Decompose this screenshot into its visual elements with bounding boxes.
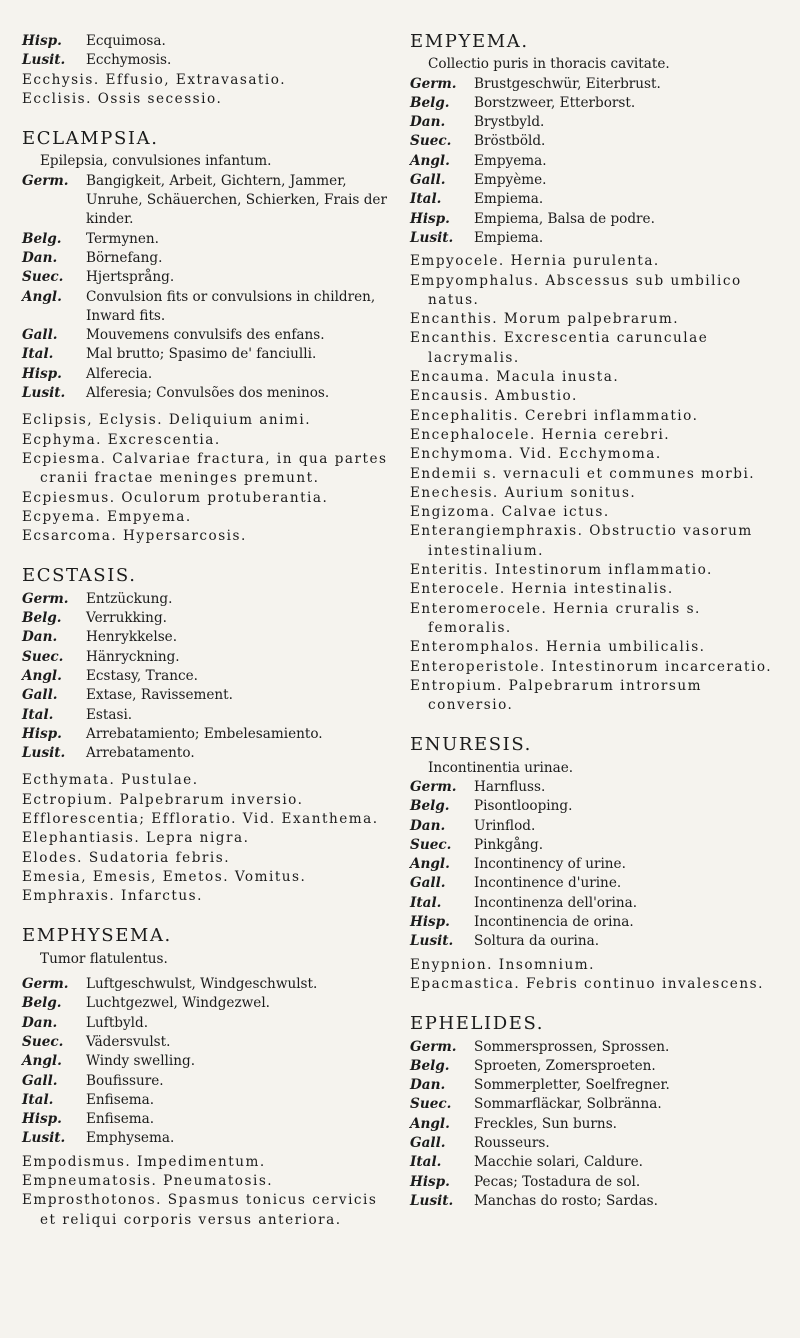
lang-label: Germ. (410, 1038, 457, 1055)
lang-value: Sproeten, Zomersproeten. (474, 1057, 656, 1074)
lang-value: Incontinencia de orina. (474, 914, 634, 931)
lang-label: Belg. (22, 230, 62, 247)
lang-label: Gall. (22, 1072, 58, 1089)
lang-line (22, 172, 390, 230)
lang-value: Alferesia; Convulsões dos meninos. (86, 385, 330, 402)
lang-line (410, 152, 782, 171)
dictionary-entry: Eclipsis, Eclysis. Deliquium animi. (22, 412, 312, 429)
dictionary-entry: Enechesis. Aurium sonitus. (410, 484, 637, 501)
lang-line (22, 686, 390, 705)
ephelides-translations (410, 1038, 782, 1212)
lang-value: Pecas; Tostadura de sol. (474, 1173, 641, 1190)
entry-ecchysis: Ecchysis. Effusio, Extravasatio. (22, 71, 287, 88)
lang-line (22, 1072, 390, 1091)
dictionary-entry: Engizoma. Calvae ictus. (410, 504, 610, 521)
lang-line (22, 268, 390, 287)
lang-value: Boufissure. (86, 1072, 164, 1089)
lang-label: Ital. (410, 1154, 442, 1171)
entries-block-1 (410, 252, 782, 715)
lang-value: Vädersvulst. (86, 1033, 171, 1050)
subheading-eclampsia: Epilepsia, convulsiones infantum. (40, 153, 272, 170)
lang-label: Hisp. (22, 365, 62, 382)
dictionary-entry: Ecpyema. Empyema. (22, 508, 192, 525)
lang-value: Hänryckning. (86, 648, 180, 665)
lang-label: Lusit. (410, 933, 454, 950)
lang-line (22, 32, 390, 51)
lang-value: Luftbyld. (86, 1014, 149, 1031)
lang-line (22, 345, 390, 364)
heading-ecstasis: ECSTASIS. (22, 565, 137, 587)
lang-value: Convulsion fits or convulsions in children, Inward fits. (86, 288, 376, 324)
lang-value: Bröstböld. (474, 133, 546, 150)
lang-line (410, 1153, 782, 1172)
lang-line (22, 590, 390, 609)
dictionary-entry: Epacmastica. Febris continuo invalescens. (410, 975, 764, 992)
dictionary-entry: Emesia, Emesis, Emetos. Vomitus. (22, 868, 307, 885)
lang-value: Borstzweer, Etterborst. (474, 94, 636, 111)
dictionary-entry: Ectropium. Palpebrarum inversio. (22, 791, 304, 808)
lang-line (22, 1110, 390, 1129)
heading-eclampsia: ECLAMPSIA. (22, 128, 159, 150)
lang-line (22, 51, 390, 70)
lang-value: Verrukking. (86, 610, 167, 627)
lang-value: Sommerpletter, Soelfregner. (474, 1077, 670, 1094)
lang-label: Germ. (22, 976, 69, 993)
lang-label: Suec. (410, 836, 452, 853)
subheading-empyema: Collectio puris in thoracis cavitate. (428, 56, 670, 73)
dictionary-entry: Enteromerocele. Hernia cruralis s. femoralis. (410, 600, 701, 636)
dictionary-entry: Enteritis. Intestinorum inflammatio. (410, 562, 713, 579)
lang-value: Empiema. (474, 229, 544, 246)
lang-line (410, 817, 782, 836)
lang-value: Entzückung. (86, 590, 173, 607)
dictionary-entry: Enchymoma. Vid. Ecchymoma. (410, 446, 662, 463)
heading-enuresis: ENURESIS. (410, 734, 533, 756)
lang-label: Hisp. (22, 1111, 62, 1128)
lang-value: Sommarfläckar, Solbränna. (474, 1096, 662, 1113)
lang-value: Arrebatamiento; Embelesamiento. (86, 725, 323, 742)
dictionary-entry: Enteromphalos. Hernia umbilicalis. (410, 639, 706, 656)
lang-line (410, 113, 782, 132)
lang-label: Gall. (410, 875, 446, 892)
lang-label: Suec. (22, 648, 64, 665)
lang-label: Lusit. (410, 229, 454, 246)
lang-label: Angl. (22, 288, 62, 305)
dictionary-entry: Encanthis. Morum palpebrarum. (410, 311, 680, 328)
entry-ecclisis: Ecclisis. Ossis secessio. (22, 90, 223, 107)
lang-label: Germ. (410, 75, 457, 92)
right-column (410, 32, 782, 1211)
lang-line (22, 994, 390, 1013)
lang-label: Angl. (410, 856, 450, 873)
lang-value: Ecchymosis. (86, 52, 172, 69)
lang-value: Ecquimosa. (86, 33, 166, 49)
lang-value: Emphysema. (86, 1130, 175, 1147)
dictionary-entry: Emphraxis. Infarctus. (22, 888, 203, 905)
lang-label: Suec. (22, 269, 64, 286)
lang-line (410, 797, 782, 816)
entries-block-2 (22, 771, 390, 906)
lang-line (410, 132, 782, 151)
lang-line (22, 249, 390, 268)
lang-line (410, 874, 782, 893)
lang-line (22, 1014, 390, 1033)
lang-line (410, 190, 782, 209)
lang-value: Windy swelling. (86, 1053, 196, 1070)
dictionary-entry: Encauma. Macula inusta. (410, 369, 620, 386)
lang-value: Soltura da ourina. (474, 933, 600, 950)
eclampsia-translations (22, 172, 390, 404)
lang-line (410, 94, 782, 113)
dictionary-entry: Ecpiesma. Calvariae fractura, in qua partes cranii fractae meninges premunt. (22, 450, 388, 487)
dictionary-entry: Empyomphalus. Abscessus sub umbilico natus. (410, 272, 742, 308)
lang-line (410, 778, 782, 797)
enuresis-translations (410, 778, 782, 952)
lang-label: Hisp. (410, 210, 450, 227)
lang-line (22, 975, 390, 994)
lang-value: Sommersprossen, Sprossen. (474, 1038, 670, 1055)
empyema-translations (410, 75, 782, 249)
lang-label: Hisp. (22, 33, 62, 49)
lang-line (22, 609, 390, 628)
lang-label: Ital. (22, 346, 54, 363)
lang-label: Hisp. (410, 1173, 450, 1190)
lang-value: Ecstasy, Trance. (86, 667, 198, 684)
lang-line (22, 288, 390, 327)
lang-line (410, 855, 782, 874)
lang-line (410, 836, 782, 855)
lang-value: Hjertsprång. (86, 269, 175, 286)
lang-label: Suec. (410, 133, 452, 150)
dictionary-entry: Endemii s. vernaculi et communes morbi. (410, 465, 756, 482)
dictionary-entry: Enteroperistole. Intestinorum incarceratio. (410, 658, 773, 675)
lang-line (410, 932, 782, 951)
lang-label: Suec. (22, 1033, 64, 1050)
lang-value: Extase, Ravissement. (86, 687, 233, 704)
lang-line (22, 365, 390, 384)
lang-label: Angl. (22, 667, 62, 684)
lang-line (22, 648, 390, 667)
lang-line (22, 706, 390, 725)
lang-label: Hisp. (22, 725, 62, 742)
lang-line (22, 230, 390, 249)
lang-label: Dan. (22, 1014, 58, 1031)
lang-value: Incontinence d'urine. (474, 875, 622, 892)
lang-value: Empiema. (474, 191, 544, 208)
lang-value: Enfisema. (86, 1091, 155, 1108)
lang-label: Dan. (410, 817, 446, 834)
lang-value: Pinkgång. (474, 836, 544, 853)
heading-empyema: EMPYEMA. (410, 31, 529, 52)
lang-label: Angl. (22, 1053, 62, 1070)
dictionary-entry: Entropium. Palpebrarum introrsum conversio. (410, 677, 703, 714)
lang-value: Mal brutto; Spasimo de' fanciulli. (86, 346, 317, 363)
lang-label: Dan. (22, 629, 58, 646)
lang-line (410, 1076, 782, 1095)
lang-value: Brustgeschwür, Eiterbrust. (474, 75, 661, 92)
dictionary-entry: Efflorescentia; Effloratio. Vid. Exanthema. (22, 810, 379, 827)
dictionary-entry: Elodes. Sudatoria febris. (22, 849, 231, 866)
dictionary-entry: Enterocele. Hernia intestinalis. (410, 581, 674, 598)
lang-line (410, 894, 782, 913)
lang-line (410, 1192, 782, 1211)
lang-label: Ital. (22, 706, 54, 723)
left-column (22, 32, 390, 1230)
lang-line (410, 1115, 782, 1134)
lang-value: Incontinency of urine. (474, 856, 626, 873)
ecstasis-translations (22, 590, 390, 764)
lang-label: Gall. (22, 687, 58, 704)
lang-line (410, 171, 782, 190)
lang-line (22, 1033, 390, 1052)
lang-value: Freckles, Sun burns. (474, 1115, 617, 1132)
lang-label: Germ. (22, 590, 69, 607)
lang-label: Lusit. (22, 385, 66, 402)
lang-line (22, 744, 390, 763)
lang-label: Hisp. (410, 914, 450, 931)
dictionary-entry: Emprosthotonos. Spasmus tonicus cervicis et reliqui corporis versus anteriora. (22, 1192, 378, 1228)
lang-value: Empyema. (474, 152, 547, 169)
dictionary-entry: Empyocele. Hernia purulenta. (410, 253, 660, 270)
lang-label: Belg. (410, 94, 450, 111)
dictionary-entry: Ecphyma. Excrescentia. (22, 431, 221, 448)
lang-label: Angl. (410, 1115, 450, 1132)
lang-value: Alferecia. (86, 365, 153, 382)
emphysema-translations (22, 975, 390, 1149)
lang-line (410, 1134, 782, 1153)
lang-line (410, 1095, 782, 1114)
lang-label: Ital. (410, 894, 442, 911)
lang-label: Ital. (22, 1091, 54, 1108)
lang-value: Termynen. (86, 230, 159, 247)
lang-value: Urinflod. (474, 817, 536, 834)
lang-value: Macchie solari, Caldure. (474, 1154, 643, 1171)
lang-label: Gall. (410, 1135, 446, 1152)
entries-block-3 (22, 1153, 390, 1230)
lang-line (22, 667, 390, 686)
lang-label: Belg. (22, 995, 62, 1012)
heading-ephelides: EPHELIDES. (410, 1013, 545, 1035)
lang-line (22, 725, 390, 744)
lang-label: Lusit. (410, 1192, 454, 1209)
dictionary-entry: Ecthymata. Pustulae. (22, 772, 199, 789)
lang-value: Arrebatamento. (86, 745, 195, 762)
dictionary-entry: Ecsarcoma. Hypersarcosis. (22, 528, 247, 545)
dictionary-entry: Elephantiasis. Lepra nigra. (22, 830, 250, 847)
lang-line (22, 1052, 390, 1071)
dictionary-entry: Encephalitis. Cerebri inflammatio. (410, 407, 699, 424)
lang-line (410, 1173, 782, 1192)
lang-label: Suec. (410, 1096, 452, 1113)
lang-line (410, 210, 782, 229)
lang-line (22, 384, 390, 403)
dictionary-entry: Empodismus. Impedimentum. (22, 1153, 266, 1170)
lang-label: Belg. (410, 798, 450, 815)
lang-label: Germ. (410, 778, 457, 795)
lang-value: Enfisema. (86, 1111, 155, 1128)
lang-label: Lusit. (22, 52, 66, 69)
lang-value: Luchtgezwel, Windgezwel. (86, 995, 270, 1012)
lang-line (410, 1038, 782, 1057)
lang-label: Gall. (410, 172, 446, 189)
dictionary-entry: Ecpiesmus. Oculorum protuberantia. (22, 489, 329, 506)
lang-value: Henrykkelse. (86, 629, 178, 646)
lang-line (22, 326, 390, 345)
lang-line (22, 628, 390, 647)
lang-line (410, 75, 782, 94)
subheading-enuresis: Incontinentia urinae. (428, 759, 574, 776)
lang-value: Empiema, Balsa de podre. (474, 210, 655, 227)
lang-label: Angl. (410, 152, 450, 169)
lang-value: Mouvemens convulsifs des enfans. (86, 327, 325, 344)
lang-value: Rousseurs. (474, 1135, 550, 1152)
lang-value: Pisontlooping. (474, 798, 573, 815)
lang-line (22, 1129, 390, 1148)
heading-emphysema: EMPHYSEMA. (22, 925, 172, 947)
lang-value: Bangigkeit, Arbeit, Gichtern, Jammer, Unruhe, Schäuerchen, Schierken, Frais der kinder. (86, 172, 387, 228)
lang-label: Belg. (410, 1057, 450, 1074)
lang-value: Incontinenza dell'orina. (474, 894, 638, 911)
entries-block-2 (410, 956, 782, 995)
dictionary-entry: Enterangiemphraxis. Obstructio vasorum intestinalium. (410, 523, 753, 559)
lang-label: Ital. (410, 191, 442, 208)
lang-label: Lusit. (22, 1130, 66, 1147)
lang-line (410, 229, 782, 248)
lang-line (410, 913, 782, 932)
dictionary-entry: Encephalocele. Hernia cerebri. (410, 426, 671, 443)
lang-value: Luftgeschwulst, Windgeschwulst. (86, 976, 318, 993)
lang-value: Brystbyld. (474, 114, 545, 131)
lang-value: Harnfluss. (474, 778, 546, 795)
dictionary-entry: Enypnion. Insomnium. (410, 956, 595, 973)
lang-label: Germ. (22, 172, 69, 189)
entries-block-1 (22, 411, 390, 546)
lang-label: Lusit. (22, 745, 66, 762)
lang-line (22, 1091, 390, 1110)
lang-label: Dan. (22, 249, 58, 266)
lang-label: Dan. (410, 1077, 446, 1094)
dictionary-entry: Encanthis. Excrescentia carunculae lacrymalis. (410, 330, 709, 366)
lang-line (410, 1057, 782, 1076)
subheading-emphysema: Tumor flatulentus. (40, 950, 168, 967)
lang-label: Dan. (410, 114, 446, 131)
dictionary-entry: Encausis. Ambustio. (410, 388, 578, 405)
lang-value: Estasi. (86, 706, 133, 723)
lang-label: Gall. (22, 327, 58, 344)
lang-value: Börnefang. (86, 249, 163, 266)
lang-label: Belg. (22, 610, 62, 627)
lang-value: Manchas do rosto; Sardas. (474, 1192, 658, 1209)
lang-value: Empyème. (474, 172, 547, 189)
dictionary-entry: Empneumatosis. Pneumatosis. (22, 1173, 274, 1190)
